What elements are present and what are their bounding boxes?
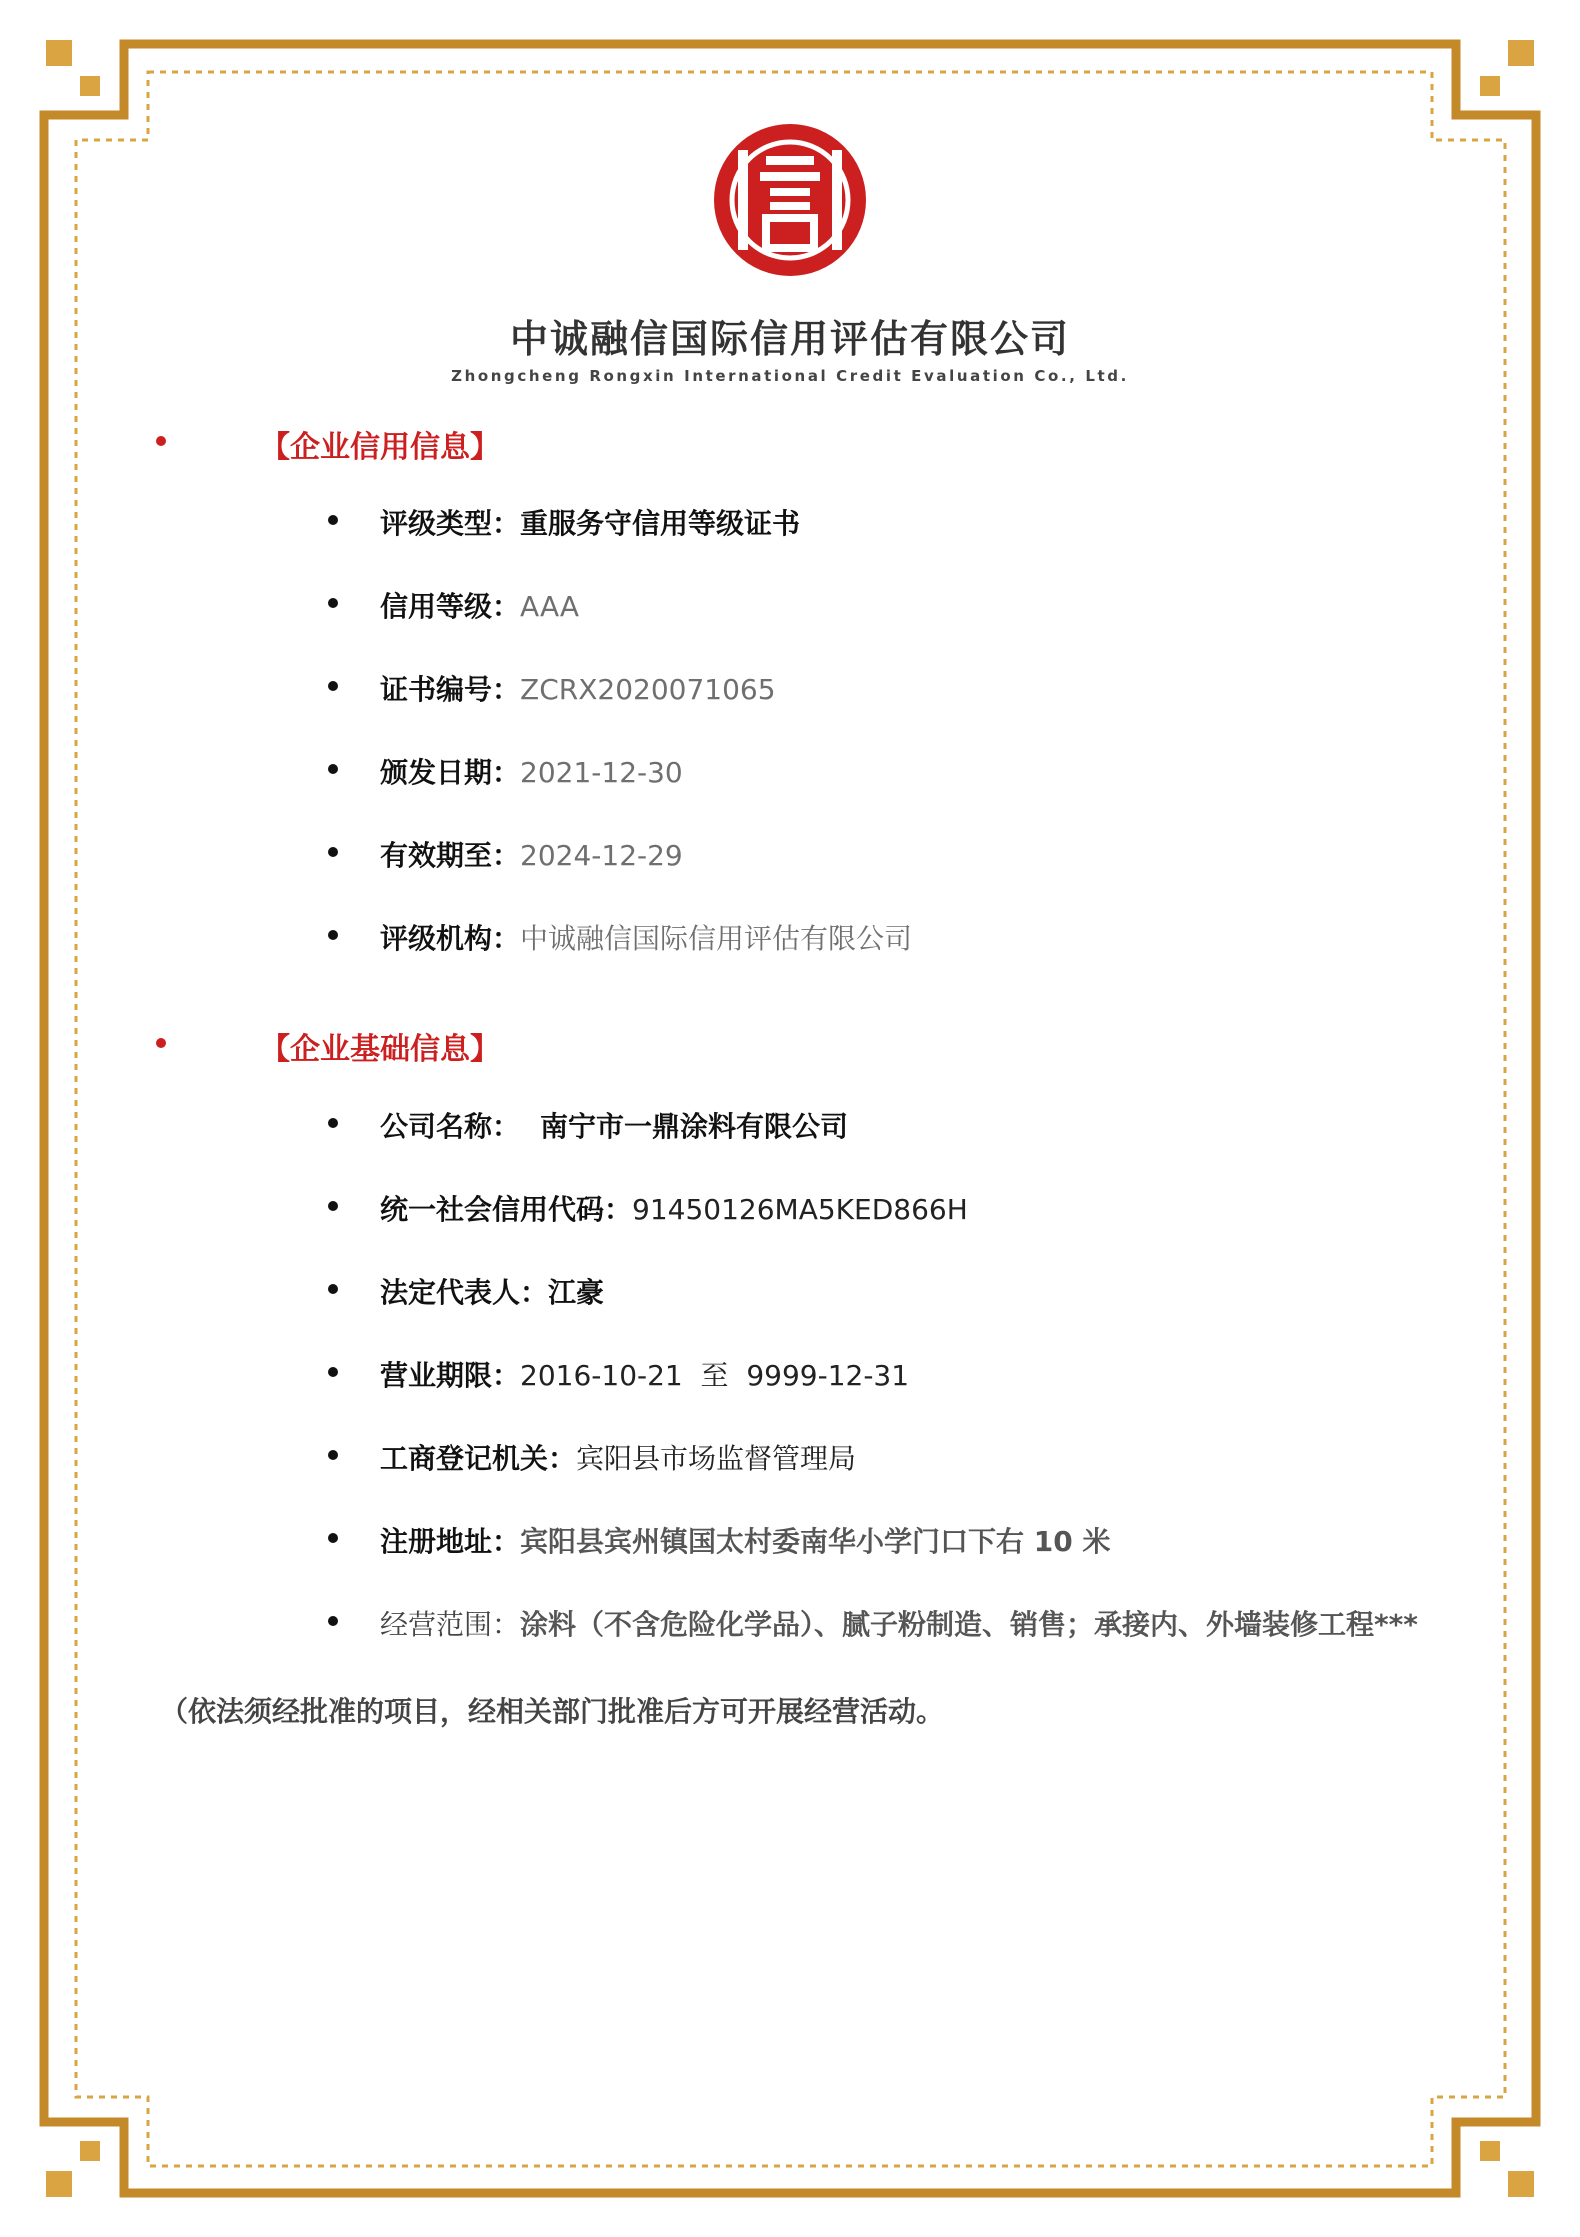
- business-term-label: 营业期限：: [380, 1359, 521, 1392]
- certificate-number-label: 证书编号：: [380, 673, 521, 706]
- credit-level-value: AAA: [520, 590, 580, 623]
- legal-rep-label: 法定代表人：: [380, 1276, 549, 1309]
- logo-header: [0, 120, 1580, 385]
- list-bullet: [328, 764, 338, 774]
- corner-square-br2: [1480, 2141, 1500, 2161]
- list-bullet: [328, 1450, 338, 1460]
- corner-square-br: [1508, 2171, 1534, 2197]
- business-scope-label: 经营范围：: [380, 1608, 521, 1641]
- xin-seal-icon: [710, 120, 870, 280]
- company-name-en: Zhongcheng Rongxin International Credit Evaluation Co., Ltd.: [451, 367, 1129, 385]
- list-bullet: [328, 1118, 338, 1128]
- business-term-value: 2016-10-21 至 9999-12-31: [520, 1359, 910, 1392]
- rating-type-label: 评级类型：: [380, 507, 521, 540]
- credit-section-title: 【企业信用信息】: [260, 430, 500, 465]
- registered-address-value: 宾阳县宾州镇国太村委南华小学门口下右 10 米: [520, 1525, 1111, 1558]
- list-bullet: [328, 1367, 338, 1377]
- corner-square-bl2: [80, 2141, 100, 2161]
- section-bullet: [156, 436, 166, 446]
- business-scope-value: 涂料（不含危险化学品）、腻子粉制造、销售；承接内、外墙装修工程***: [520, 1608, 1418, 1641]
- list-bullet: [328, 1284, 338, 1294]
- section-bullet: [156, 1038, 166, 1048]
- rating-type-value: 重服务守信用等级证书: [520, 507, 801, 540]
- list-bullet: [328, 1201, 338, 1211]
- corner-square-tl2: [80, 76, 100, 96]
- legal-rep-value: 江豪: [548, 1276, 605, 1309]
- issue-date-label: 颁发日期：: [380, 756, 521, 789]
- list-bullet: [328, 847, 338, 857]
- credit-level-label: 信用等级：: [380, 590, 521, 623]
- list-bullet: [328, 681, 338, 691]
- basic-section-title: 【企业基础信息】: [260, 1032, 500, 1067]
- rating-agency-value: 中诚融信国际信用评估有限公司: [520, 922, 913, 955]
- company-name-label: 公司名称：: [380, 1110, 521, 1143]
- registered-address-label: 注册地址：: [380, 1525, 521, 1558]
- corner-square-bl: [46, 2171, 72, 2197]
- list-bullet: [328, 1616, 338, 1626]
- valid-until-value: 2024-12-29: [520, 839, 683, 872]
- registration-authority-value: 宾阳县市场监督管理局: [576, 1442, 857, 1475]
- credit-code-label: 统一社会信用代码：: [380, 1193, 633, 1226]
- list-bullet: [328, 1533, 338, 1543]
- corner-square-tr: [1508, 40, 1534, 66]
- company-name-cn: 中诚融信国际信用评估有限公司: [509, 317, 1070, 361]
- valid-until-label: 有效期至：: [380, 839, 521, 872]
- rating-agency-label: 评级机构：: [380, 922, 521, 955]
- corner-square-tl: [46, 40, 72, 66]
- issue-date-value: 2021-12-30: [520, 756, 683, 789]
- certificate-number-value: ZCRX2020071065: [520, 673, 776, 706]
- approval-note: （依法须经批准的项目，经相关部门批准后方可开展经营活动。: [160, 1695, 945, 1728]
- credit-code-value: 91450126MA5KED866H: [632, 1193, 968, 1226]
- list-bullet: [328, 598, 338, 608]
- list-bullet: [328, 930, 338, 940]
- company-name-value: 南宁市一鼎涂料有限公司: [540, 1110, 849, 1143]
- list-bullet: [328, 515, 338, 525]
- corner-square-tr2: [1480, 76, 1500, 96]
- registration-authority-label: 工商登记机关：: [380, 1442, 577, 1475]
